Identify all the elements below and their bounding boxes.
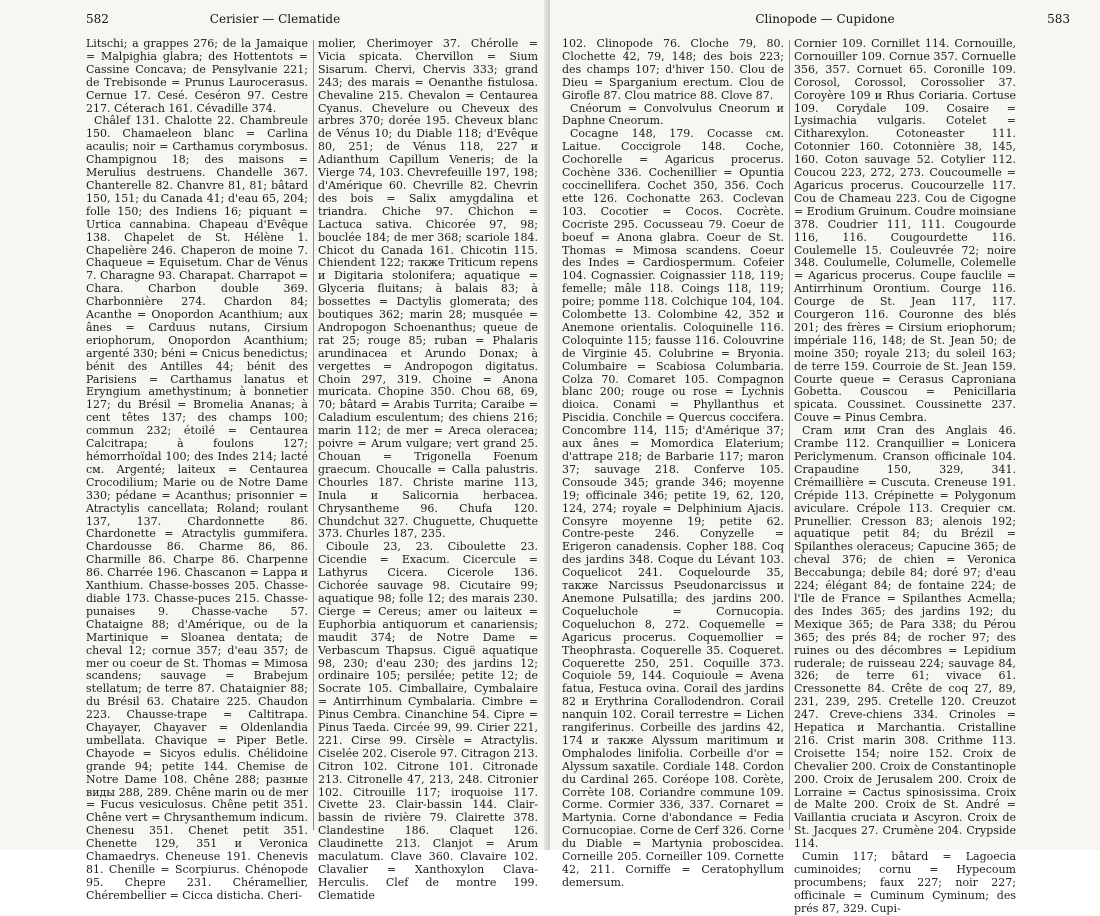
entry-paragraph: Châlef 131. Chalotte 22. Chambreule 150. Chamaeleon blanc = Carlina acaulis; noir = Carthamus corymbosus. Champignou 18; des maisons = Merulius destruens. Chandelle 367. Chanterelle 82. Chanvre 81, 81; bâtard 150, 151; du Canada 41; d'eau 65, 204; folle 150; des Indiens 16; piquant = Urtica cannabina. Chapeau d'Evêque 138. Chapelet de St. Hélène 1. Chapelière 246. Chaperon de moine 7. Chaqueue = Equisetum. Char de Vénus 7. Charagne 93. Charapat. Charrapot = Chara. Charbon double 369. Charbonnière 274. Chardon 84; Acanthe = Onopordon Acanthium; aux ânes = Carduus nutans, Cirsium eriophorum, Onopordon Acanthium; argenté 330; béni = Cnicus benedictus; bénit des Antilles 44; bénit des Parisiens = Carthamus lanatus et Eryngium amethystinum; à bonnetier 127; du Brésil = Bromelia Ananas; à cent têtes 137; des champs 100; commun 232; étoilé = Centaurea Calcitrapa; à foulons 127; hémorrhoïdal 100; des Indes 214; lacté см. Argenté; laiteux = Centaurea Crocodilium; Marie ou de Notre Dame 330; pédane = Acanthus; prisonnier = Atractylis cancellata; Roland; roulant 137, 137. Chardonnette 86. Chardonette = Atractylis gummifera. Chardousse 86. Charme 86, 86. Charmille 86. Charpe 86. Charpenne 86. Charrée 196. Chascanon = Lappa и Xanthium. Chasse-bosses 205. Chasse-diable 173. Chasse-puces 215. Chasse-punaises 9. Chasse-vache 57. Chataigne 88; d'Amérique, ou de la Martinique = Sloanea dentata; de cheval 12; cornue 357; d'eau 357; de mer ou coeur de St. Thomas = Mimosa scandens; sauvage = Brabejum stellatum; de terre 87. Chataignier 88; du Brésil 63. Chataire 225. Chaudon 223. Chausse-trape = Caltitrapa. Chayayer, Chayaver = Oldenlandia umbellata. Chavique = Piper Betle. Chayode = Sicyos edulis. Chélidoine grande 94; petite 144. Chemise de Notre Dame 108. Chêne 288; разные виды 288, 289. Chêne marin ou de mer = Fucus vesiculosus. Chêne petit 351. Chêne vert = Chrysanthemum indicum. Chenesu 351. Chenet petit 351. Chenette 129, 351 и Veronica Chamaedrys. Cheneuse 191. Chenevis 81. Chenille = Scorpiurus. Chénopode 95. Chepre 231. Chéramellier, Chérembellier = Cicca disticha. Cheri-	[86, 114, 308, 902]
left-page-number: 582	[86, 12, 109, 26]
left-column-1	[86, 37, 308, 902]
right-page	[550, 0, 1100, 915]
right-page-number: 583	[1047, 12, 1070, 26]
right-column-1	[562, 37, 784, 889]
right-page-header	[550, 12, 1100, 32]
entry-paragraph: Cram или Cran des Anglais 46. Crambe 112. Cranquillier = Lonicera Periclymenum. Cranson officinale 104. Crapaudine 150, 329, 341. Crémaillière = Cuscuta. Creneuse 191. Crépide 113. Crépinette = Polygonum aviculare. Crépole 113. Crequier см. Prunellier. Cresson 83; alenois 192; aquatique petit 84; du Brézil = Spilanthes oleraceus; Capucine 365; de cheval 376; de chien = Veronica Beccabunga; debile 84; doré 97; d'eau 224; élégant 84; de fontaine 224; de l'Ile de France = Spilanthes Acmella; des Indes 365; des jardins 192; du Mexique 365; de Para 338; du Pérou 365; des prés 84; de rocher 97; des ruines ou des décombres = Lepidium ruderale; de ruisseau 224; sauvage 84, 326; de terre 61; vivace 61. Cressonette 84. Crête de coq 27, 89, 231, 239, 295. Cretelle 120. Creuzot 247. Creve-chiens 334. Crinoles = Hepatica и Marchantia. Cristalline 216. Crist marin 308. Crithme 113. Croisette 154; noire 152. Croix de Chevalier 200. Croix de Constantinople 200. Croix de Jerusalem 200. Croix de Lorraine = Cactus spinosissima. Croix de Malte 200. Croix de St. André = Vaillantia cruciata и Ascyron. Croix de St. Jacques 27. Crumène 204. Crypside 114.	[794, 424, 1016, 851]
entry-paragraph: Ciboule 23, 23. Ciboulette 23. Cicendie = Exacum. Cicercule = Lathyrus Cicera. Cicerole 136. Cichorée sauvage 98. Cicutaire 99; aquatique 98; folle 12; des marais 230. Cierge = Cereus; amer ou laiteux = Euphorbia antiquorum et canariensis; maudit 374; de Notre Dame = Verbascum Thapsus. Ciguë aquatique 98, 230; d'eau 230; des jardins 12; ordinaire 105; persilée; petite 12; de Socrate 105. Cimballaire, Cymbalaire = Antirrhinum Cymbalaria. Cimbre = Pinus Cembra. Cinanchine 54. Cipre = Pinus Taeda. Circée 99, 99. Cirier 221, 221. Cirse 99. Cirsèle = Atractylis. Ciselée 202. Ciserole 97. Citragon 213. Citron 102. Citrone 101. Citronade 213. Citronelle 47, 213, 248. Citronier 102. Citrouille 117; iroquoise 117. Civette 23. Clair-bassin 144. Clair-bassin de rivière 79. Clairette 378. Clandestine 186. Claquet 126. Claudinette 213. Clanjot = Arum maculatum. Clave 360. Clavaire 102. Clavalier = Xanthoxylon Clava-Herculis. Clef de montre 199. Clematide	[318, 540, 538, 902]
right-running-head: Clinopode — Cupidone	[755, 12, 895, 26]
entry-paragraph: Cumin 117; bâtard = Lagoecia cuminoides; cornu = Hypecoum procumbens; faux 227; noir 227; officinale = Cuminum Cyminum; des prés 87, 329. Cupi-	[794, 850, 1016, 915]
left-page-header	[0, 12, 550, 32]
left-page	[0, 0, 550, 902]
entry-paragraph: Cnéorum = Convolvulus Cneorum и Daphne Cneorum.	[562, 101, 784, 128]
entry-paragraph: Cocagne 148, 179. Cocasse см. Laitue. Coccigrole 148. Coche, Cochorelle = Agaricus procerus. Cochène 336. Cochenillier = Opuntia coccinellifera. Cochet 350, 356. Coch ette 126. Cochonatte 263. Coclevan 103. Cocotier = Cocos. Cocrète. Cocriste 295. Cocusseau 79. Coeur de boeuf = Anona glabra. Coeur de St. Thomas = Mimosa scandens. Coeur des Indes = Cardiospermum. Cofeier 104. Cognassier. Coignassier 118, 119; femelle; mâle 118. Coings 118, 119; poire; pomme 118. Colchique 104, 104. Colombette 13. Colombine 42, 352 и Anemone orientalis. Coloquinelle 116. Coloquinte 115; fausse 116. Colouvrine de Virginie 45. Colubrine = Bryonia. Columbaire = Scabiosa Columbaria. Colza 70. Comaret 105. Compagnon blanc 200; rouge ou rose = Lychnis dioica. Conami = Phyllanthus et Piscidia. Conchile = Quercus coccifera. Concombre 114, 115; d'Amérique 37; aux ânes = Momordica Elaterium; d'attrape 218; de Barbarie 117; maron 37; sauvage 218. Conferve 105. Consoude 345; grande 346; moyenne 19; officinale 346; petite 19, 62, 120, 124, 274; royale = Delphinium Ajacis. Consyre moyenne 19; petite 62. Contre-peste 246. Conyzelle = Erigeron canadensis. Copher 188. Coq des jardins 348. Coque du Lévant 103. Coquelicot 241. Coquelourde 35, также Narcissus Pseudonarcissus и Anemone Pulsatilla; des jardins 200. Coqueluchole = Cornucopia. Coqueluchon 8, 272. Coquemelle = Agaricus procerus. Coquemollier = Theophrasta. Coquerelle 35. Coqueret. Coquerette 250, 251. Coquille 373. Coquiole 59, 144. Coquioule = Avena fatua, Festuca ovina. Corail des jardins 82 и Erythrina Corallodendron. Corail nanquin 102. Corail terrestre = Lichen rangiferinus. Corbeille des jardins 42, 174 и также Alyssum maritimum и Omphalodes linifolia. Corbeille d'or = Alyssum saxatile. Cordiale 148. Cordon du Cardinal 265. Coréope 108. Corète, Corrète 108. Coriandre commune 109. Corme. Cormier 336, 337. Cornaret = Martynia. Corne d'abondance = Fedia Cornucopiae. Corne de Cerf 326. Corne du Diable = Martynia proboscidea. Corneille 205. Corneiller 109. Cornette 42, 211. Corniffe = Ceratophyllum demersum.	[562, 127, 784, 889]
entry-paragraph: Cornier 109. Cornillet 114. Cornouille, Cornouiller 109. Cornue 357. Cornuelle 356, 357. Cornuet 65. Coronille 109. Corosol, Corossol, Corossolier 37. Coroyère 109 и Rhus Coriaria. Cortuse 109. Corydale 109. Cosaire = Lysimachia vulgaris. Cotelet = Citharexylon. Cotoneaster 111. Cotonnier 160. Cotonnière 38, 145, 160. Coton sauvage 52. Cotylier 112. Coucou 223, 272, 273. Coucoumelle = Agaricus procerus. Coucourzelle 117. Cou de Chameau 223. Cou de Cigogne = Erodium Gruinum. Coudre moinsiane 378. Coudrier 111, 111. Cougourde 116, 116. Cougourdette 116. Coulemelle 15. Couleuvrée 72; noire 348. Coulumelle, Columelle, Colemelle = Agaricus procerus. Coupe fauclile = Antirrhinum Orontium. Courge 116. Courge de St. Jean 117, 117. Courgeron 116. Couronne des blés 201; des frères = Cirsium eriophorum; impériale 116, 148; de St. Jean 50; de moine 350; royale 213; du soleil 163; de terre 159. Courroie de St. Jean 159. Courte queue = Cerasus Caproniana Gobetta. Couscou = Penicillaria spicata. Coussinet. Coussinette 237. Couve = Pinus Cembra.	[794, 37, 1016, 425]
column-rule	[789, 40, 790, 830]
column-rule	[313, 40, 314, 830]
entry-paragraph: 102. Clinopode 76. Cloche 79, 80. Clochette 42, 79, 148; des bois 223; des champs 107; d'hiver 150. Clou de Dieu = Sparganium erectum. Clou de Girofle 87. Clou matrice 88. Clove 87.	[562, 37, 784, 102]
left-running-head: Cerisier — Clematide	[209, 12, 341, 26]
right-column-2	[794, 37, 1016, 915]
entry-paragraph: Litschi; a grappes 276; de la Jamaique = Malpighia glabra; des Hottentots = Cassine Concava; de Pensylvanie 221; de Trebisonde = Prunus Laurocerasus. Cernue 17. Cesé. Ceséron 97. Cestre 217. Céterach 161. Cévadille 374.	[86, 37, 308, 115]
entry-paragraph: molier, Cherimoyer 37. Chérolle = Vicia spicata. Chervillon = Sium Sisarum. Chervi, Chervis 333; grand 243; des marais = Oenanthe fistulosa. Chevaline 215. Chevalon = Centaurea Cyanus. Chevelure ou Cheveux des arbres 370; dorée 195. Cheveux blanc de Vénus 10; du Diable 118; d'Evêque 80, 251; de Vénus 118, 227 и Adianthum Capillum Veneris; de la Vierge 74, 103. Chevrefeuille 197, 198; d'Amérique 60. Chevrille 82. Chevrin des bois = Salix amygdalina et triandra. Chiche 97. Chichon = Lactuca sativa. Chicorée 97, 98; bouclée 184; de mer 368; scariole 184. Chicot du Canada 161. Chicotin 115. Chiendent 122; также Triticum repens и Digitaria stolonifera; aquatique = Glyceria fluitans; à balais 83; à bossettes = Dactylis glomerata; des boutiques 362; marin 28; musquée = Andropogon Schoenanthus; queue de rat 25; rouge 85; ruban = Phalaris arundinacea et Arundo Donax; à vergettes = Andropogon digitatus. Choin 297, 319. Choine = Anona muricata. Chopine 350. Chou 68, 69, 70; bâtard = Arabis Turrita; Caraibe = Caladium esculentum; des chiens 216; marin 112; de mer = Areca oleracea; poivre = Arum vulgare; vert grand 25. Chouan = Trigonella Foenum graecum. Choucalle = Calla palustris. Chourles 187. Christe marine 113, Inula и Salicornia herbacea. Chrysantheme 96. Chufa 120. Chundchut 327. Chuguette, Chuquette 373. Churles 187, 235.	[318, 37, 538, 541]
left-column-2	[318, 37, 538, 902]
